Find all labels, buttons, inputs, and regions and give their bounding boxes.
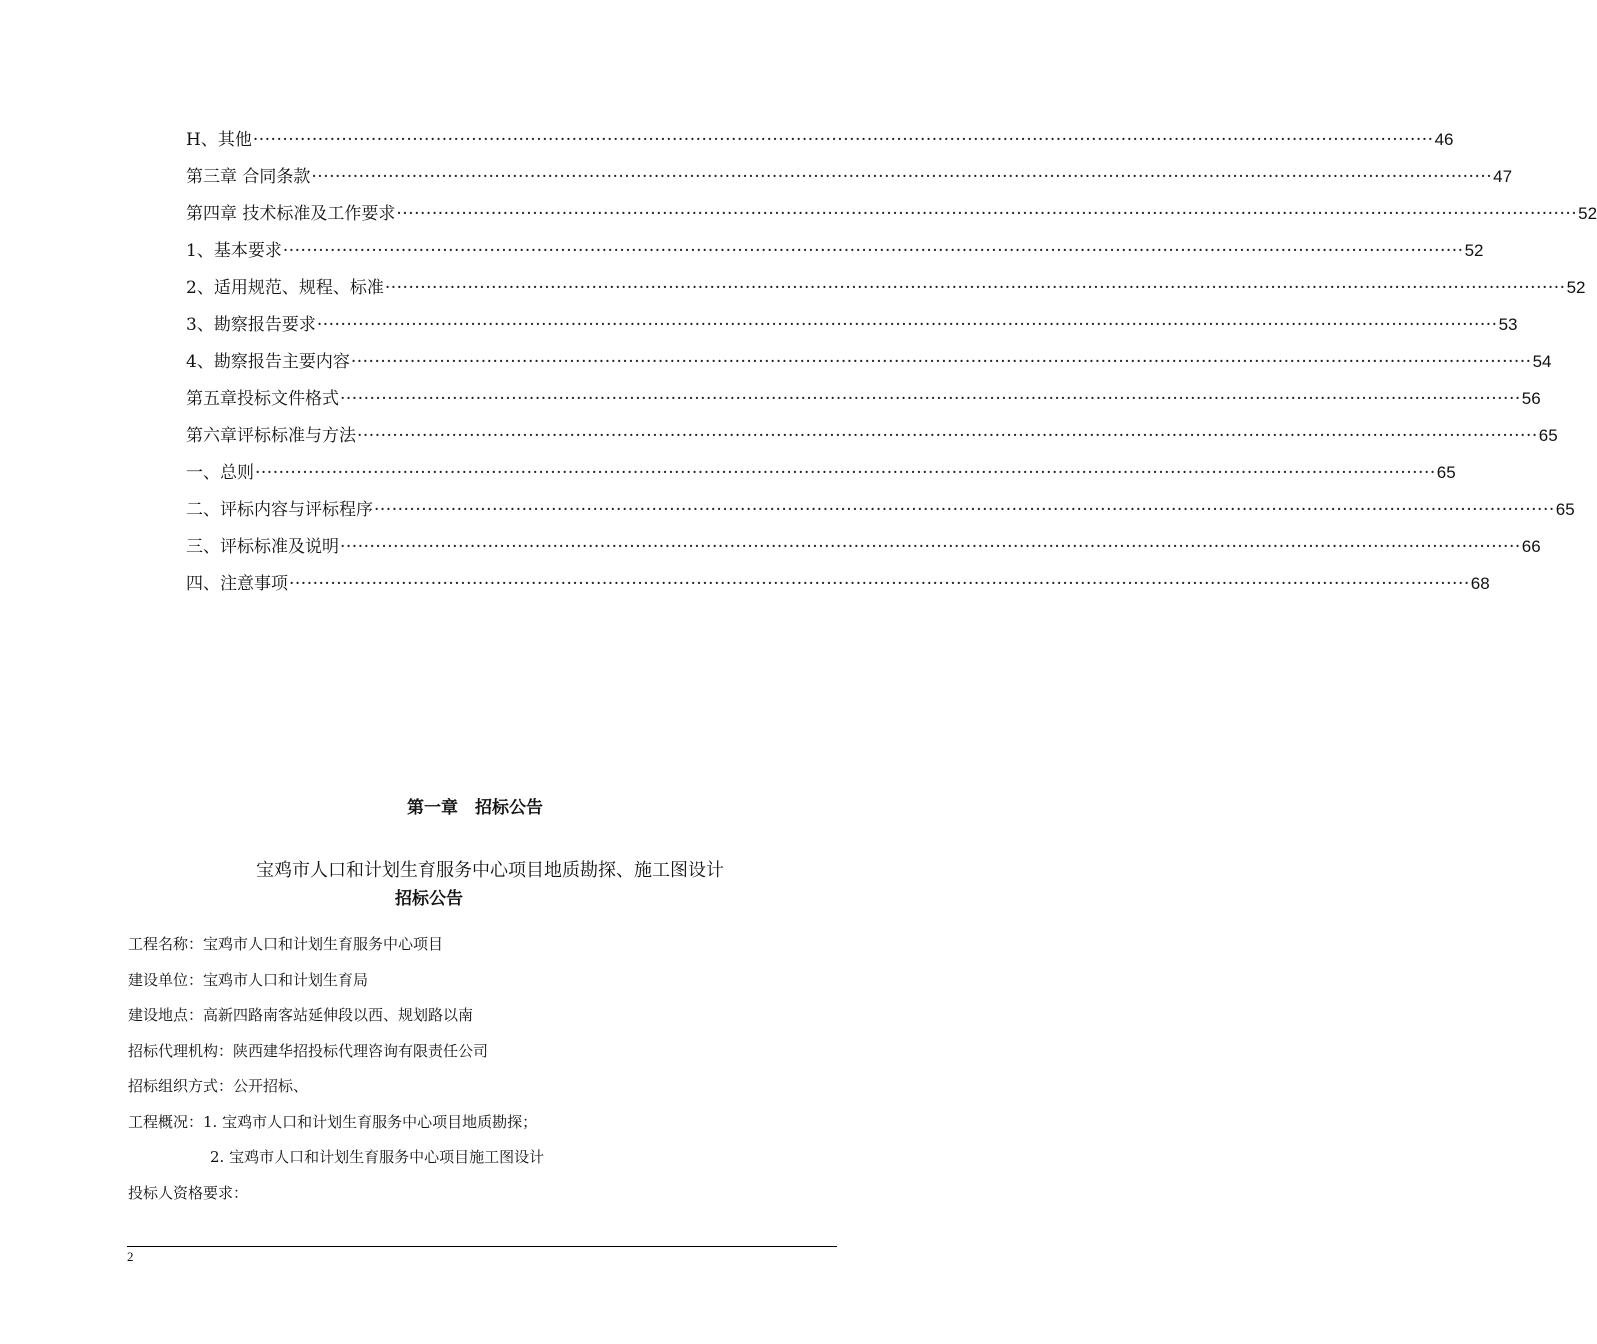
toc-entry-page: 54 (1532, 352, 1552, 371)
toc-entry-title: 三、评标标准及说明 (186, 537, 339, 557)
location-field: 建设地点：高新四路南客站延伸段以西、规划路以南 (128, 1006, 474, 1024)
overview-field-continued: 2. 宝鸡市人口和计划生育服务中心项目施工图设计 (210, 1148, 545, 1166)
toc-entry-page: 53 (1498, 315, 1518, 334)
toc-entry-page: 52 (1566, 278, 1586, 297)
toc-entry-title: 第四章 技术标准及工作要求 (186, 204, 396, 224)
toc-leader-dots: ········································································································································································································ (289, 574, 1470, 594)
toc-entry-title: 一、总则 (186, 463, 254, 483)
footer-rule (127, 1246, 837, 1247)
toc-leader-dots: ········································································································································································································ (374, 500, 1555, 520)
notice-title: 宝鸡市人口和计划生育服务中心项目地质勘探、施工图设计 (256, 860, 724, 881)
toc-entry-page: 65 (1555, 500, 1575, 519)
toc-leader-dots: ········································································································································································································ (340, 389, 1521, 409)
toc-entry-title: H、其他 (186, 130, 252, 150)
toc-entry-page: 66 (1521, 537, 1541, 556)
toc-leader-dots: ········································································································································································································ (282, 241, 1464, 261)
toc-entry-title: 第五章投标文件格式 (186, 389, 339, 409)
toc-entry-page: 68 (1470, 574, 1490, 593)
toc-entry[interactable] (186, 274, 1586, 311)
toc-leader-dots: ········································································································································································································ (357, 426, 1538, 446)
toc-entry[interactable] (186, 459, 1456, 496)
toc-entry-title: 4、勘察报告主要内容 (186, 352, 350, 372)
toc-entry[interactable] (186, 311, 1518, 348)
project-name-field: 工程名称：宝鸡市人口和计划生育服务中心项目 (128, 935, 444, 953)
overview-field: 工程概况：1. 宝鸡市人口和计划生育服务中心项目地质勘探； (128, 1112, 538, 1131)
toc-entry-title: 1、基本要求 (186, 241, 282, 261)
toc-leader-dots: ········································································································································································································ (384, 278, 1566, 298)
toc-entry[interactable] (186, 570, 1490, 607)
toc-entry[interactable] (186, 163, 1513, 200)
toc-leader-dots: ········································································································································································································ (316, 315, 1498, 335)
notice-subtitle: 招标公告 (395, 889, 463, 908)
qualification-field: 投标人资格要求： (128, 1183, 249, 1202)
toc-entry-title: 第六章评标标准与方法 (186, 426, 356, 446)
agency-field: 招标代理机构：陕西建华招投标代理咨询有限责任公司 (128, 1041, 489, 1060)
toc-entry-page: 47 (1493, 167, 1513, 186)
client-field: 建设单位：宝鸡市人口和计划生育局 (128, 970, 369, 989)
toc-entry-page: 46 (1434, 130, 1454, 149)
toc-entry-page: 56 (1521, 389, 1541, 408)
toc-entry-title: 二、评标内容与评标程序 (186, 500, 373, 520)
toc-entry-title: 2、适用规范、规程、标准 (186, 278, 384, 298)
toc-entry-page: 65 (1436, 463, 1456, 482)
toc-leader-dots: ········································································································································································································ (350, 352, 1532, 372)
toc-leader-dots: ········································································································································································································ (311, 167, 1493, 187)
toc-entry[interactable] (186, 126, 1454, 163)
toc-entry[interactable] (186, 533, 1541, 570)
toc-leader-dots: ········································································································································································································ (252, 130, 1434, 150)
toc-leader-dots: ········································································································································································································ (255, 463, 1436, 483)
toc-entry[interactable] (186, 237, 1484, 274)
toc-entry[interactable] (186, 496, 1575, 533)
toc-entry-title: 3、勘察报告要求 (186, 315, 316, 335)
toc-leader-dots: ········································································································································································································ (396, 204, 1578, 224)
method-field: 招标组织方式：公开招标、 (128, 1077, 309, 1095)
toc-entry-title: 四、注意事项 (186, 574, 288, 594)
page-number: 2 (127, 1249, 134, 1264)
toc-entry[interactable] (186, 385, 1541, 422)
toc-entry[interactable] (186, 422, 1558, 459)
toc-entry-title: 第三章 合同条款 (186, 167, 311, 187)
table-of-contents (186, 126, 1597, 607)
chapter-heading: 第一章 招标公告 (407, 798, 543, 817)
project-info (128, 930, 544, 1214)
toc-leader-dots: ········································································································································································································ (340, 537, 1521, 557)
toc-entry[interactable] (186, 200, 1597, 237)
toc-entry[interactable] (186, 348, 1552, 385)
toc-entry-page: 65 (1538, 426, 1558, 445)
toc-entry-page: 52 (1464, 241, 1484, 260)
toc-entry-page: 52 (1578, 204, 1597, 223)
